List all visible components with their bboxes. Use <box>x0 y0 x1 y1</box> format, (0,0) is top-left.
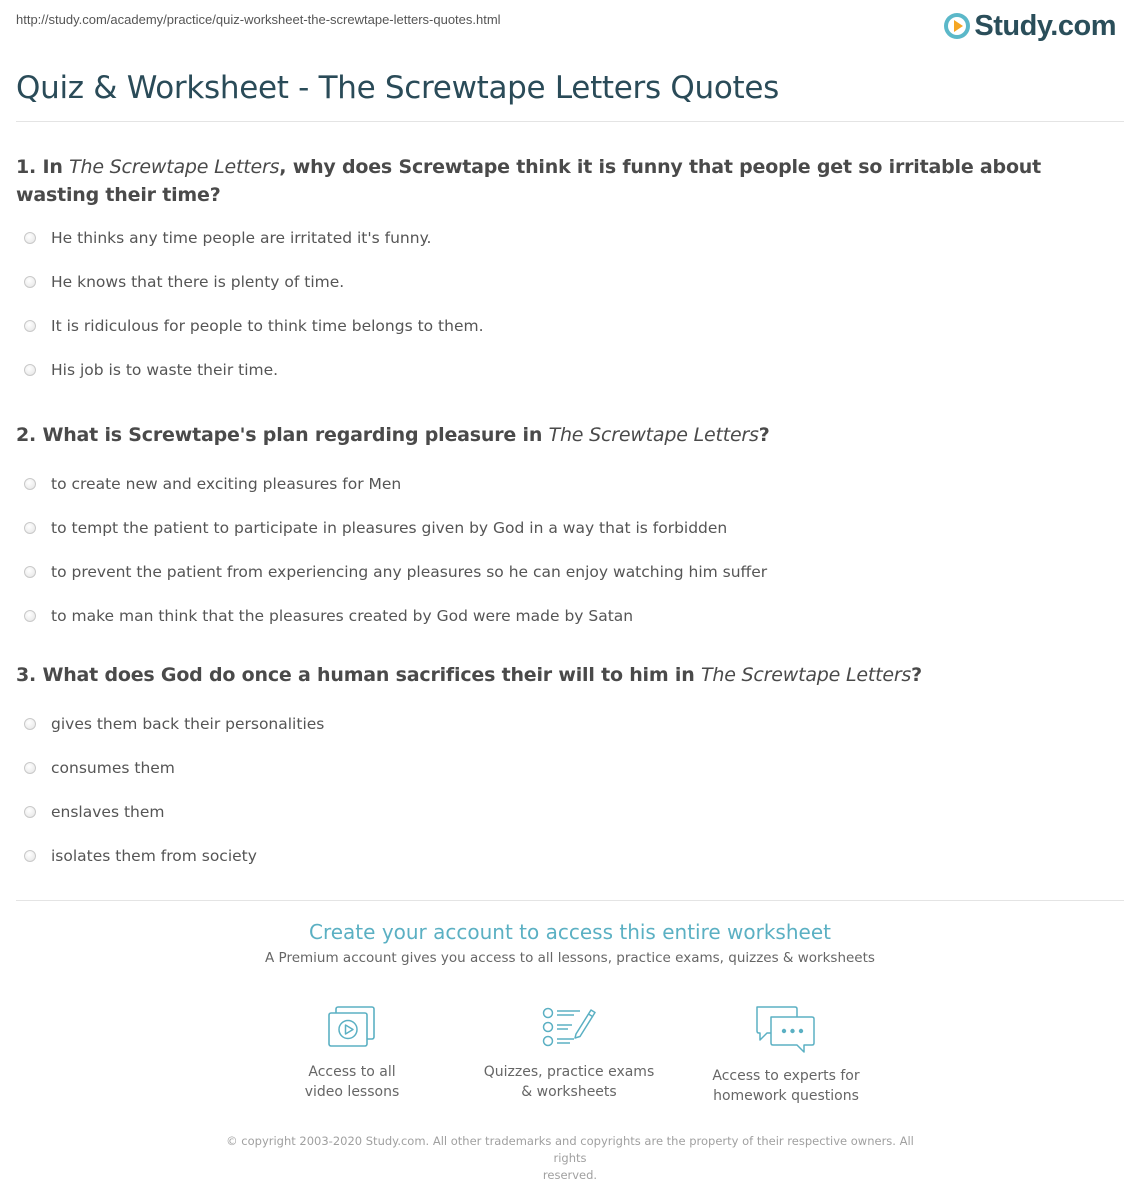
page-title: Quiz & Worksheet - The Screwtape Letters Quotes <box>16 70 780 106</box>
answer-list <box>16 462 1116 638</box>
radio-button[interactable] <box>24 320 36 332</box>
answer-option[interactable] <box>16 702 1116 746</box>
radio-button[interactable] <box>24 364 36 376</box>
feature-label <box>257 1062 447 1102</box>
title-divider <box>16 121 1124 122</box>
answer-label: to prevent the patient from experiencing any pleasures so he can enjoy watching him suffer <box>51 563 768 581</box>
study-logo[interactable] <box>944 6 1116 46</box>
radio-button[interactable] <box>24 566 36 578</box>
cta-title[interactable]: Create your account to access this entire worksheet <box>309 920 831 944</box>
copyright-line: © copyright 2003-2020 Study.com. All other trademarks and copyrights are the property of their respective owners. All rights <box>226 1134 914 1165</box>
answer-label: isolates them from society <box>51 847 257 865</box>
feature-experts <box>691 1004 881 1106</box>
feature-label-line: Access to all <box>308 1064 396 1080</box>
radio-button[interactable] <box>24 850 36 862</box>
top-bar <box>0 0 1140 50</box>
answer-label: gives them back their personalities <box>51 715 325 733</box>
play-logo-icon <box>944 13 970 39</box>
question-prefix: What does God do once a human sacrifices their will to him in <box>42 664 695 686</box>
question-book-title: The Screwtape Letters <box>69 156 280 178</box>
question-number: 3. <box>16 664 37 686</box>
signup-cta <box>0 920 1140 966</box>
feature-label <box>474 1062 664 1102</box>
quiz-checklist-icon <box>540 1004 598 1050</box>
answer-option[interactable] <box>16 462 1116 506</box>
question-2 <box>16 421 1116 638</box>
logo-text: Study.com <box>974 9 1116 42</box>
answer-label: to make man think that the pleasures created by God were made by Satan <box>51 607 634 625</box>
answer-label: consumes them <box>51 759 175 777</box>
answer-label: He knows that there is plenty of time. <box>51 273 345 291</box>
answer-label: He thinks any time people are irritated it's funny. <box>51 229 432 247</box>
answer-option[interactable] <box>16 746 1116 790</box>
feature-list <box>0 1004 1140 1114</box>
question-suffix: , why does Screwtape think it is funny that people get so irritable about wasting their time? <box>16 156 1042 206</box>
feature-label-line: Quizzes, practice exams <box>483 1064 655 1080</box>
question-prefix: What is Screwtape's plan regarding pleasure in <box>42 424 543 446</box>
page-url[interactable]: http://study.com/academy/practice/quiz-worksheet-the-screwtape-letters-quotes.html <box>16 12 501 27</box>
feature-quizzes <box>474 1004 664 1102</box>
answer-label: His job is to waste their time. <box>51 361 279 379</box>
radio-button[interactable] <box>24 762 36 774</box>
answer-option[interactable] <box>16 594 1116 638</box>
radio-button[interactable] <box>24 522 36 534</box>
answer-label: enslaves them <box>51 803 165 821</box>
answer-label: It is ridiculous for people to think time belongs to them. <box>51 317 484 335</box>
cta-subtitle: A Premium account gives you access to all lessons, practice exams, quizzes & worksheets <box>265 950 875 966</box>
radio-button[interactable] <box>24 718 36 730</box>
answer-option[interactable] <box>16 304 1116 348</box>
feature-label-line: & worksheets <box>521 1084 617 1100</box>
answer-label: to create new and exciting pleasures for Men <box>51 475 402 493</box>
radio-button[interactable] <box>24 276 36 288</box>
answer-option[interactable] <box>16 260 1116 304</box>
answer-option[interactable] <box>16 506 1116 550</box>
feature-label-line: video lessons <box>304 1084 400 1100</box>
feature-label-line: Access to experts for <box>712 1068 860 1084</box>
question-number: 2. <box>16 424 37 446</box>
question-3 <box>16 661 1116 878</box>
feature-label-line: homework questions <box>713 1088 859 1104</box>
radio-button[interactable] <box>24 610 36 622</box>
question-book-title: The Screwtape Letters <box>548 424 759 446</box>
question-text <box>16 661 1116 689</box>
answer-option[interactable] <box>16 790 1116 834</box>
question-suffix: ? <box>758 424 770 446</box>
answer-list <box>16 702 1116 878</box>
answer-option[interactable] <box>16 550 1116 594</box>
feature-video-lessons <box>257 1004 447 1102</box>
copyright-line: reserved. <box>542 1168 598 1182</box>
question-1 <box>16 153 1116 392</box>
chat-bubbles-icon <box>753 1004 819 1054</box>
radio-button[interactable] <box>24 478 36 490</box>
radio-button[interactable] <box>24 232 36 244</box>
answer-list <box>16 216 1116 392</box>
video-lessons-icon <box>326 1004 378 1050</box>
question-suffix: ? <box>911 664 922 686</box>
answer-option[interactable] <box>16 834 1116 878</box>
answer-option[interactable] <box>16 348 1116 392</box>
radio-button[interactable] <box>24 806 36 818</box>
feature-label <box>691 1066 881 1106</box>
answer-option[interactable] <box>16 216 1116 260</box>
question-text <box>16 421 1116 449</box>
cta-divider <box>16 900 1124 901</box>
question-number: 1. <box>16 156 37 178</box>
answer-label: to tempt the patient to participate in pleasures given by God in a way that is forbidden <box>51 519 728 537</box>
copyright-footer <box>210 1133 930 1184</box>
question-book-title: The Screwtape Letters <box>700 664 912 686</box>
question-text <box>16 153 1116 209</box>
question-prefix: In <box>42 156 63 178</box>
